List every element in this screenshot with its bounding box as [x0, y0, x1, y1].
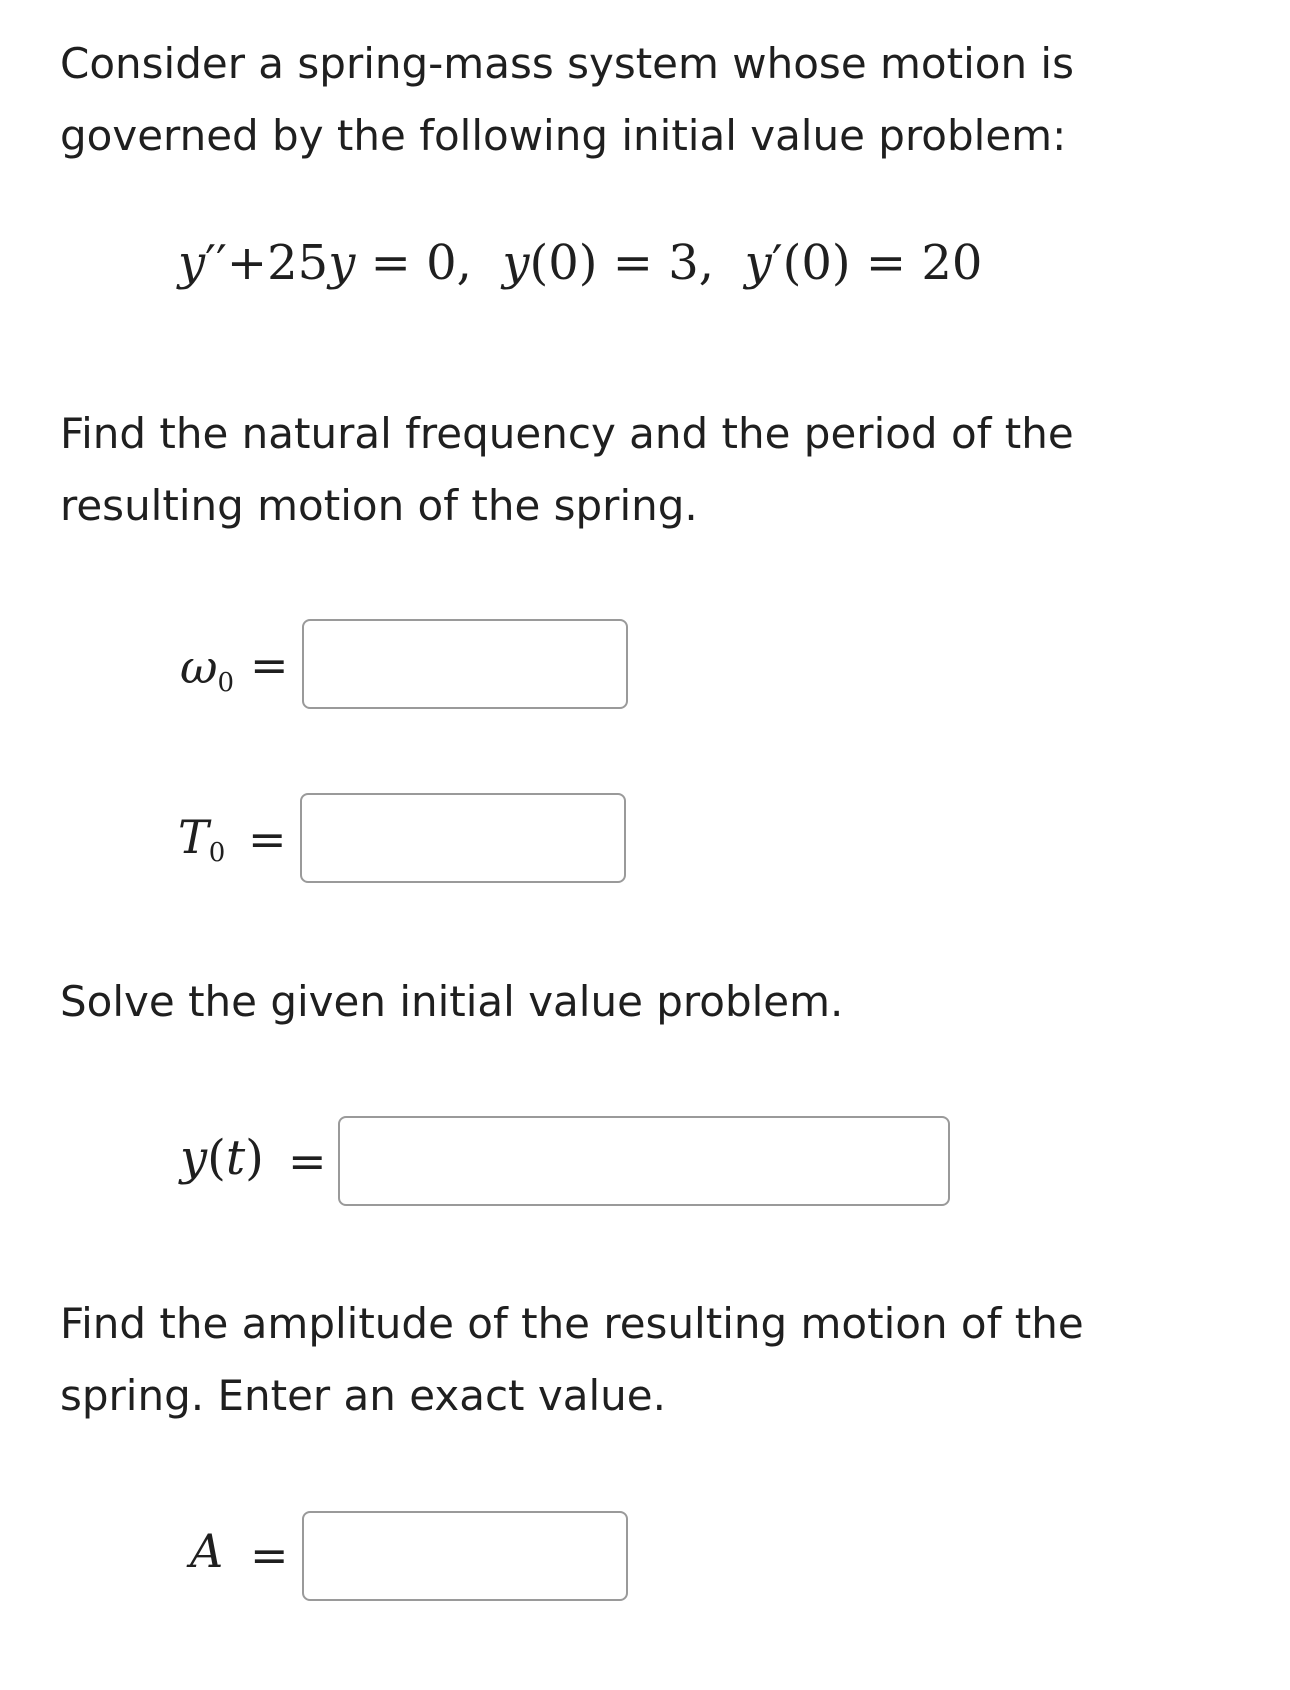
question1-line-2: resulting motion of the spring. — [60, 481, 698, 530]
ivp-equals-zero: = 0, — [355, 235, 488, 291]
period-label — [178, 810, 226, 868]
solution-arg-open: ( — [207, 1130, 226, 1186]
omega-subscript: 0 — [217, 668, 235, 698]
question-natural-frequency — [60, 398, 1240, 542]
amplitude-label — [190, 1524, 223, 1578]
ivp-y0-fn: y — [502, 235, 530, 291]
amplitude-equals: = — [250, 1528, 289, 1582]
ivp-yp0-arg: (0) — [782, 235, 851, 291]
solution-equals: = — [288, 1134, 327, 1188]
omega-equals: = — [250, 638, 289, 692]
question-solve-ivp — [60, 966, 1240, 1038]
amplitude-input[interactable] — [302, 1511, 628, 1601]
period-symbol: T — [178, 810, 209, 864]
solution-arg: t — [225, 1130, 246, 1186]
ivp-y0-arg: (0) — [529, 235, 598, 291]
ivp-double-prime-mark: ′′ — [205, 235, 227, 291]
amplitude-symbol: A — [190, 1524, 224, 1578]
ivp-coefficient: 25 — [267, 235, 329, 291]
intro-line-1: Consider a spring-mass system whose motion is — [60, 39, 1074, 88]
omega-symbol: ω — [180, 640, 218, 694]
intro-paragraph — [60, 28, 1240, 172]
question3-line-1: Find the amplitude of the resulting motion of the — [60, 1299, 1084, 1348]
ivp-yp0-fn: y — [744, 235, 772, 291]
ivp-plus: + — [226, 235, 268, 291]
period-equals: = — [248, 812, 287, 866]
question3-line-2: spring. Enter an exact value. — [60, 1371, 666, 1420]
ivp-yp0-value: = 20 — [850, 235, 983, 291]
question-amplitude — [60, 1288, 1240, 1432]
question1-line-1: Find the natural frequency and the period of the — [60, 409, 1074, 458]
period-subscript: 0 — [208, 838, 226, 868]
solution-arg-close: ) — [245, 1130, 264, 1186]
solution-fn: y — [180, 1130, 208, 1186]
intro-line-2: governed by the following initial value problem: — [60, 111, 1067, 160]
ivp-prime-mark: ′ — [771, 235, 783, 291]
ivp-y0-value: = 3, — [597, 235, 730, 291]
ivp-y-double-prime: y — [178, 235, 206, 291]
solution-input[interactable] — [338, 1116, 950, 1206]
period-input[interactable] — [300, 793, 626, 883]
question2-line-1: Solve the given initial value problem. — [60, 977, 844, 1026]
solution-label — [180, 1130, 264, 1186]
ivp-var-y: y — [328, 235, 356, 291]
omega-input[interactable] — [302, 619, 628, 709]
ivp-equation — [178, 235, 982, 291]
omega-label — [180, 640, 235, 698]
